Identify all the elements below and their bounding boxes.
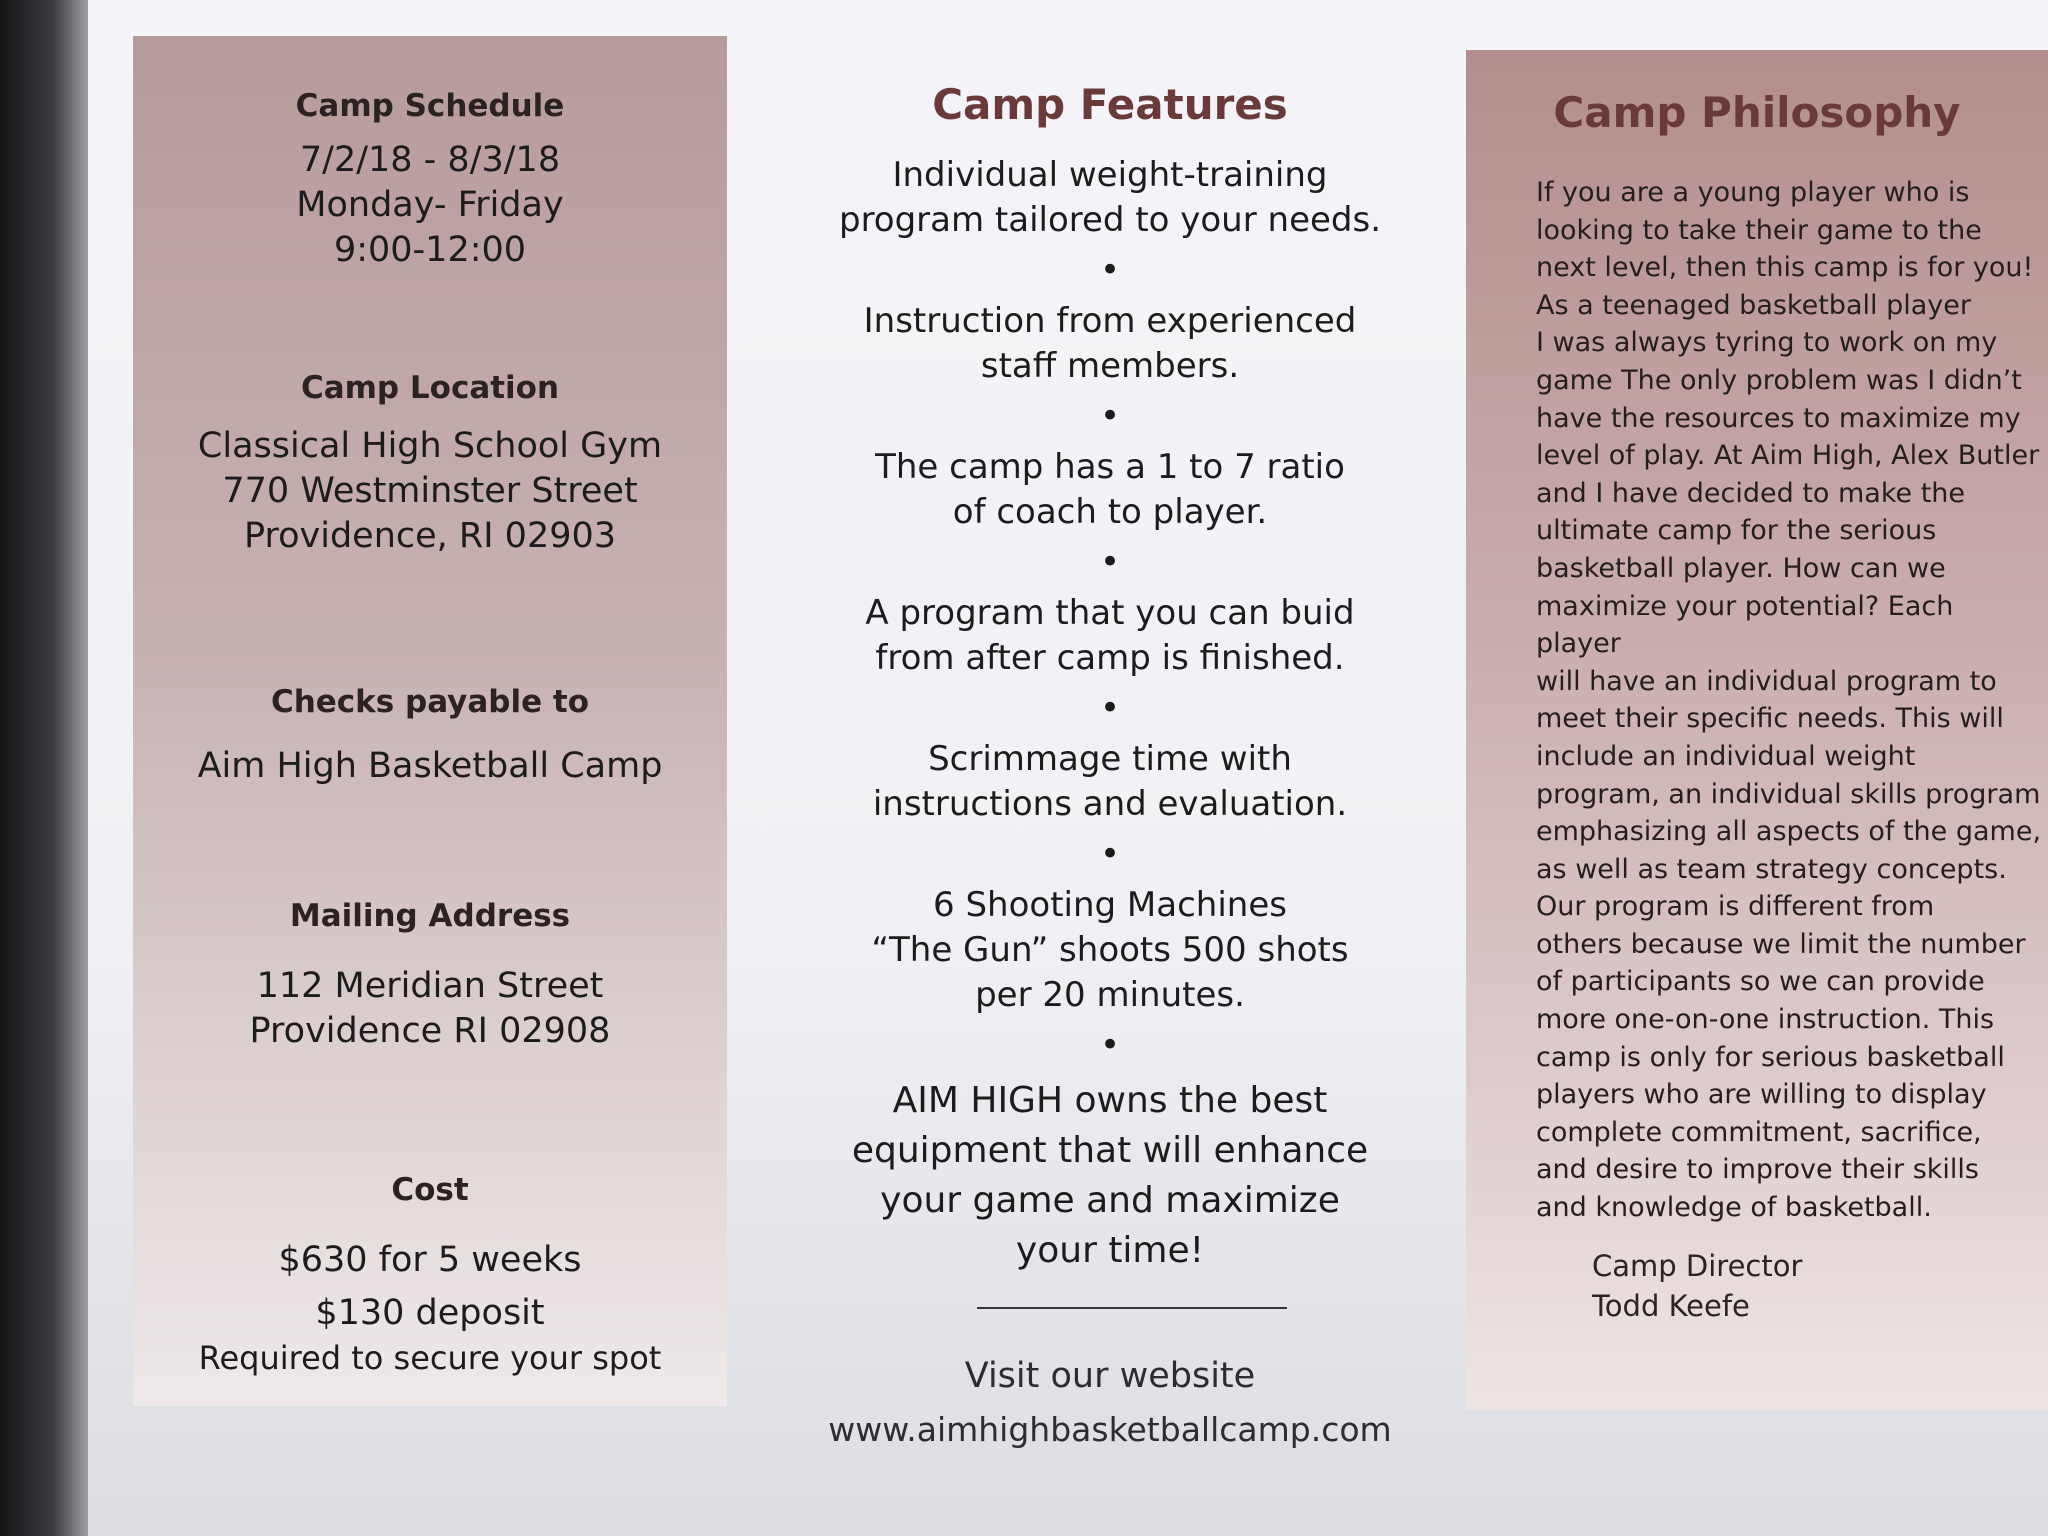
checks-section [133, 684, 727, 789]
divider-line [977, 1307, 1287, 1309]
features-column [780, 60, 1440, 1480]
mailing-line-2: Providence RI 02908 [249, 1011, 611, 1051]
location-line-3: Providence, RI 02903 [243, 516, 617, 556]
location-heading: Camp Location [300, 370, 560, 406]
location-section [133, 370, 727, 559]
philosophy-line: I was always tyring to work on my [1536, 327, 1998, 359]
philosophy-line: camp is only for serious basketball [1536, 1041, 2005, 1073]
feature-2-line-1: Instruction from experienced [863, 301, 1357, 341]
signature-name: Todd Keefe [1592, 1289, 1750, 1323]
schedule-days: Monday- Friday [296, 185, 564, 225]
philosophy-line: game The only problem was I didn’t [1536, 364, 2022, 396]
feature-1-line-2: program tailored to your needs. [838, 200, 1382, 240]
feature-1-line-1: Individual weight-training [892, 155, 1328, 195]
cost-section [133, 1172, 727, 1381]
schedule-section [133, 88, 727, 273]
philosophy-line: meet their specific needs. This will [1536, 703, 2004, 735]
feature-3-line-2: of coach to player. [952, 492, 1268, 532]
feature-4-line-1: A program that you can buid [865, 593, 1355, 633]
philosophy-line: maximize your potential? Each player [1536, 590, 1954, 660]
philosophy-column [1466, 50, 2048, 1410]
philosophy-line: complete commitment, sacrifice, [1536, 1116, 1982, 1148]
philosophy-line: level of play. At Aim High, Alex Butler [1536, 440, 2040, 472]
feature-7-line-2: equipment that will enhance [851, 1130, 1369, 1171]
feature-7-line-4: your time! [1015, 1230, 1205, 1271]
feature-7-line-1: AIM HIGH owns the best [892, 1080, 1328, 1121]
feature-bullet: • [1099, 396, 1121, 436]
feature-item [780, 299, 1440, 389]
background-edge [0, 0, 88, 1536]
philosophy-line: basketball player. How can we [1536, 552, 1946, 584]
feature-item [780, 153, 1440, 243]
philosophy-line: have the resources to maximize my [1536, 402, 2021, 434]
feature-bullet: • [1099, 834, 1121, 874]
schedule-dates: 7/2/18 - 8/3/18 [299, 140, 561, 180]
philosophy-line: include an individual weight [1536, 740, 1916, 772]
feature-item [780, 445, 1440, 535]
mailing-heading: Mailing Address [289, 898, 571, 934]
checks-payee: Aim High Basketball Camp [197, 746, 663, 786]
location-line-1: Classical High School Gym [197, 426, 663, 466]
feature-3-line-1: The camp has a 1 to 7 ratio [875, 447, 1345, 487]
feature-bullet: • [1099, 688, 1121, 728]
signature-block [1592, 1246, 1802, 1326]
mailing-line-1: 112 Meridian Street [256, 966, 604, 1006]
signature-title: Camp Director [1592, 1249, 1803, 1283]
feature-item [780, 883, 1440, 1018]
feature-item [780, 1076, 1440, 1276]
feature-2-line-2: staff members. [980, 346, 1240, 386]
philosophy-line: and I have decided to make the [1536, 477, 1966, 509]
cost-deposit: $130 deposit [315, 1293, 545, 1333]
feature-5-line-2: instructions and evaluation. [872, 784, 1348, 824]
feature-6-line-3: per 20 minutes. [975, 975, 1245, 1015]
website-label: Visit our website [964, 1356, 1256, 1396]
feature-6-line-2: “The Gun” shoots 500 shots [871, 930, 1349, 970]
feature-6-line-1: 6 Shooting Machines [933, 885, 1287, 925]
cost-heading: Cost [391, 1172, 469, 1208]
location-line-2: 770 Westminster Street [222, 471, 638, 511]
philosophy-line: and knowledge of basketball. [1536, 1192, 1932, 1224]
philosophy-heading: Camp Philosophy [1553, 88, 1961, 137]
cost-price: $630 for 5 weeks [278, 1240, 582, 1280]
philosophy-line: players who are willing to display [1536, 1079, 1987, 1111]
feature-item [780, 737, 1440, 827]
philosophy-line: looking to take their game to the [1536, 214, 1982, 246]
cost-note: Required to secure your spot [198, 1339, 662, 1377]
philosophy-line: Our program is different from [1536, 891, 1935, 923]
feature-bullet: • [1099, 542, 1121, 582]
philosophy-text [1536, 174, 2046, 1227]
philosophy-line: ultimate camp for the serious [1536, 515, 1937, 547]
website-url[interactable]: www.aimhighbasketballcamp.com [828, 1410, 1392, 1449]
philosophy-line: others because we limit the number [1536, 928, 2026, 960]
feature-bullet: • [1099, 250, 1121, 290]
feature-item [780, 591, 1440, 681]
philosophy-line: next level, then this camp is for you! [1536, 252, 2034, 284]
left-column [133, 36, 727, 1406]
philosophy-line: more one-on-one instruction. This [1536, 1004, 1995, 1036]
philosophy-line: As a teenaged basketball player [1536, 289, 1971, 321]
checks-heading: Checks payable to [270, 684, 590, 720]
features-heading: Camp Features [932, 80, 1288, 129]
philosophy-line: of participants so we can provide [1536, 966, 1985, 998]
feature-7-line-3: your game and maximize [880, 1180, 1340, 1221]
philosophy-line: program, an individual skills program [1536, 778, 2041, 810]
feature-bullet: • [1099, 1025, 1121, 1065]
philosophy-line: will have an individual program to [1536, 665, 1997, 697]
philosophy-line: emphasizing all aspects of the game, [1536, 816, 2042, 848]
schedule-time: 9:00-12:00 [333, 230, 527, 270]
philosophy-line: If you are a young player who is [1536, 177, 1970, 208]
feature-5-line-1: Scrimmage time with [928, 739, 1292, 779]
philosophy-line: as well as team strategy concepts. [1536, 853, 2007, 885]
mailing-section [133, 898, 727, 1054]
philosophy-line: and desire to improve their skills [1536, 1154, 1979, 1186]
feature-4-line-2: from after camp is finished. [875, 638, 1345, 678]
schedule-heading: Camp Schedule [295, 88, 565, 124]
